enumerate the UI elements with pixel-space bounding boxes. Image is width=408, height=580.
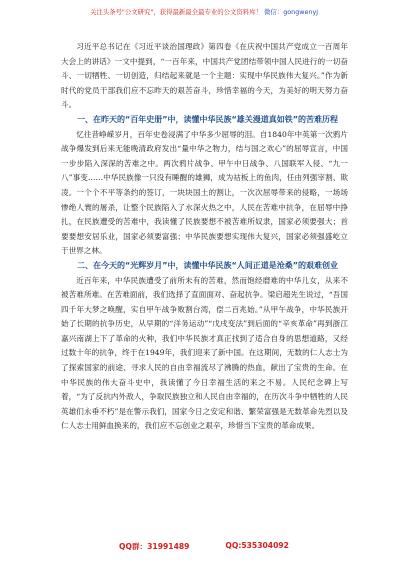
footer-qq-group: QQ群：31991489 [119,542,190,551]
header-wechat-label: 微信： [264,8,284,16]
header-banner [64,8,344,17]
header-wechat-id: gongwenyj [283,8,319,16]
section-1-heading: 一、在昨天的“百年史册”中，读懂中华民族“雄关漫道真如铁”的苦难历程 [77,114,339,124]
section-1-paragraph: 忆往昔峥嵘岁月，百年史卷浸满了中华多少屈辱的泪。自1840年中英第一次鸦片战争爆发到后来无能晚清政府发出“量中华之物力，结与国之欢心”的屈辱宣言，中国一步步陷入深深的苦难之中。两次鸦片战争、甲午中日战争、八国联军入侵、“九一八”事变……中华民族像一只没有睡醒的雄狮，成为祜板上的鱼肉，任由列强宰割、欺凌。一个个不平等条约的签订，一块块国土的割让，一次次屈辱带来的侵略，一场场惨绝人寰的屠杀，让整个民族陷入了水深火热之中，人民在苦难中抗争，在屈辱中挣扎，在民族遭受的苦难中，我读懂了民族要想不被苦难所奴隶，国家必须要强大；首要要想安居乐业，国家必须要富强；中华民族要想实现伟大复兴，国家必须强盛屹立于世界之林。 [61,129,348,256]
header-promo-text: 关注头条号"公文研究"，获得最新最全最专业的公文资料库！ [89,8,262,16]
footer [0,541,408,552]
document-page [61,40,348,434]
section-2-paragraph: 近百年来，中华民族遭受了前所未有的苦难，然而饱经磨难的中华儿女，从来不被苦难所难。在苦难面前，我们选择了直面面对、奋起抗争。梁启超先生说过，“吾国四千年大梦之唤醒，实自甲午战争败割台湾，偿二百兆始。”从甲午战争，中华民族开始了长期的抗争历史，从早期的“洋务运动”“戊戌变法”到后面的“辛亥革命”再到浙江嘉兴南湖上下了革命的火种，我们中华民族才真正找到了适合自身的思想道路，又经过数十年的抗争，终于在1949年，我们迎来了新中国。在这期间，无数的仁人志士为了探索国家的前途、寻求人民的自由幸福流尽了沸腾的热血，献出了宝贵的生命。在中华民族的伟大奋斗史中，我读懂了今日幸福生活的来之不易。人民纪念碑上写着，“为了反抗内外敌人，争取民族独立和人民自由幸福的，在历次斗争中牺牲的人民英雄们永垂不朽”是在警示我们，国家今日之安定和谐、繁荣富强是无数革命先烈以及仁人志士用鲜血换来的，我们应不忘创业之艰辛，珍惜当下宝贵的革命成果。 [61,275,348,431]
footer-qq-contact: QQ:535304092 [225,541,289,550]
intro-paragraph: 习近平总书记在《习近平谈治国理政》第四卷《在庆祝中国共产党成立一百周年大会上的讲话》一文中提到，“一百年来，中国共产党团结带领中国人民进行的一切奋斗、一切牺牲、一切创造，归结起来就是一个主题：实现中华民族伟大复兴。”作为新时代的党员干部我们应不忘昨天的艰苦奋斗，珍惜幸福的今天，为美好的明天努力奋斗。 [61,42,348,110]
section-2-heading: 二、在今天的“光辉岁月”中，读懂中华民族“人间正道是沧桑”的艰难创业 [77,260,339,270]
